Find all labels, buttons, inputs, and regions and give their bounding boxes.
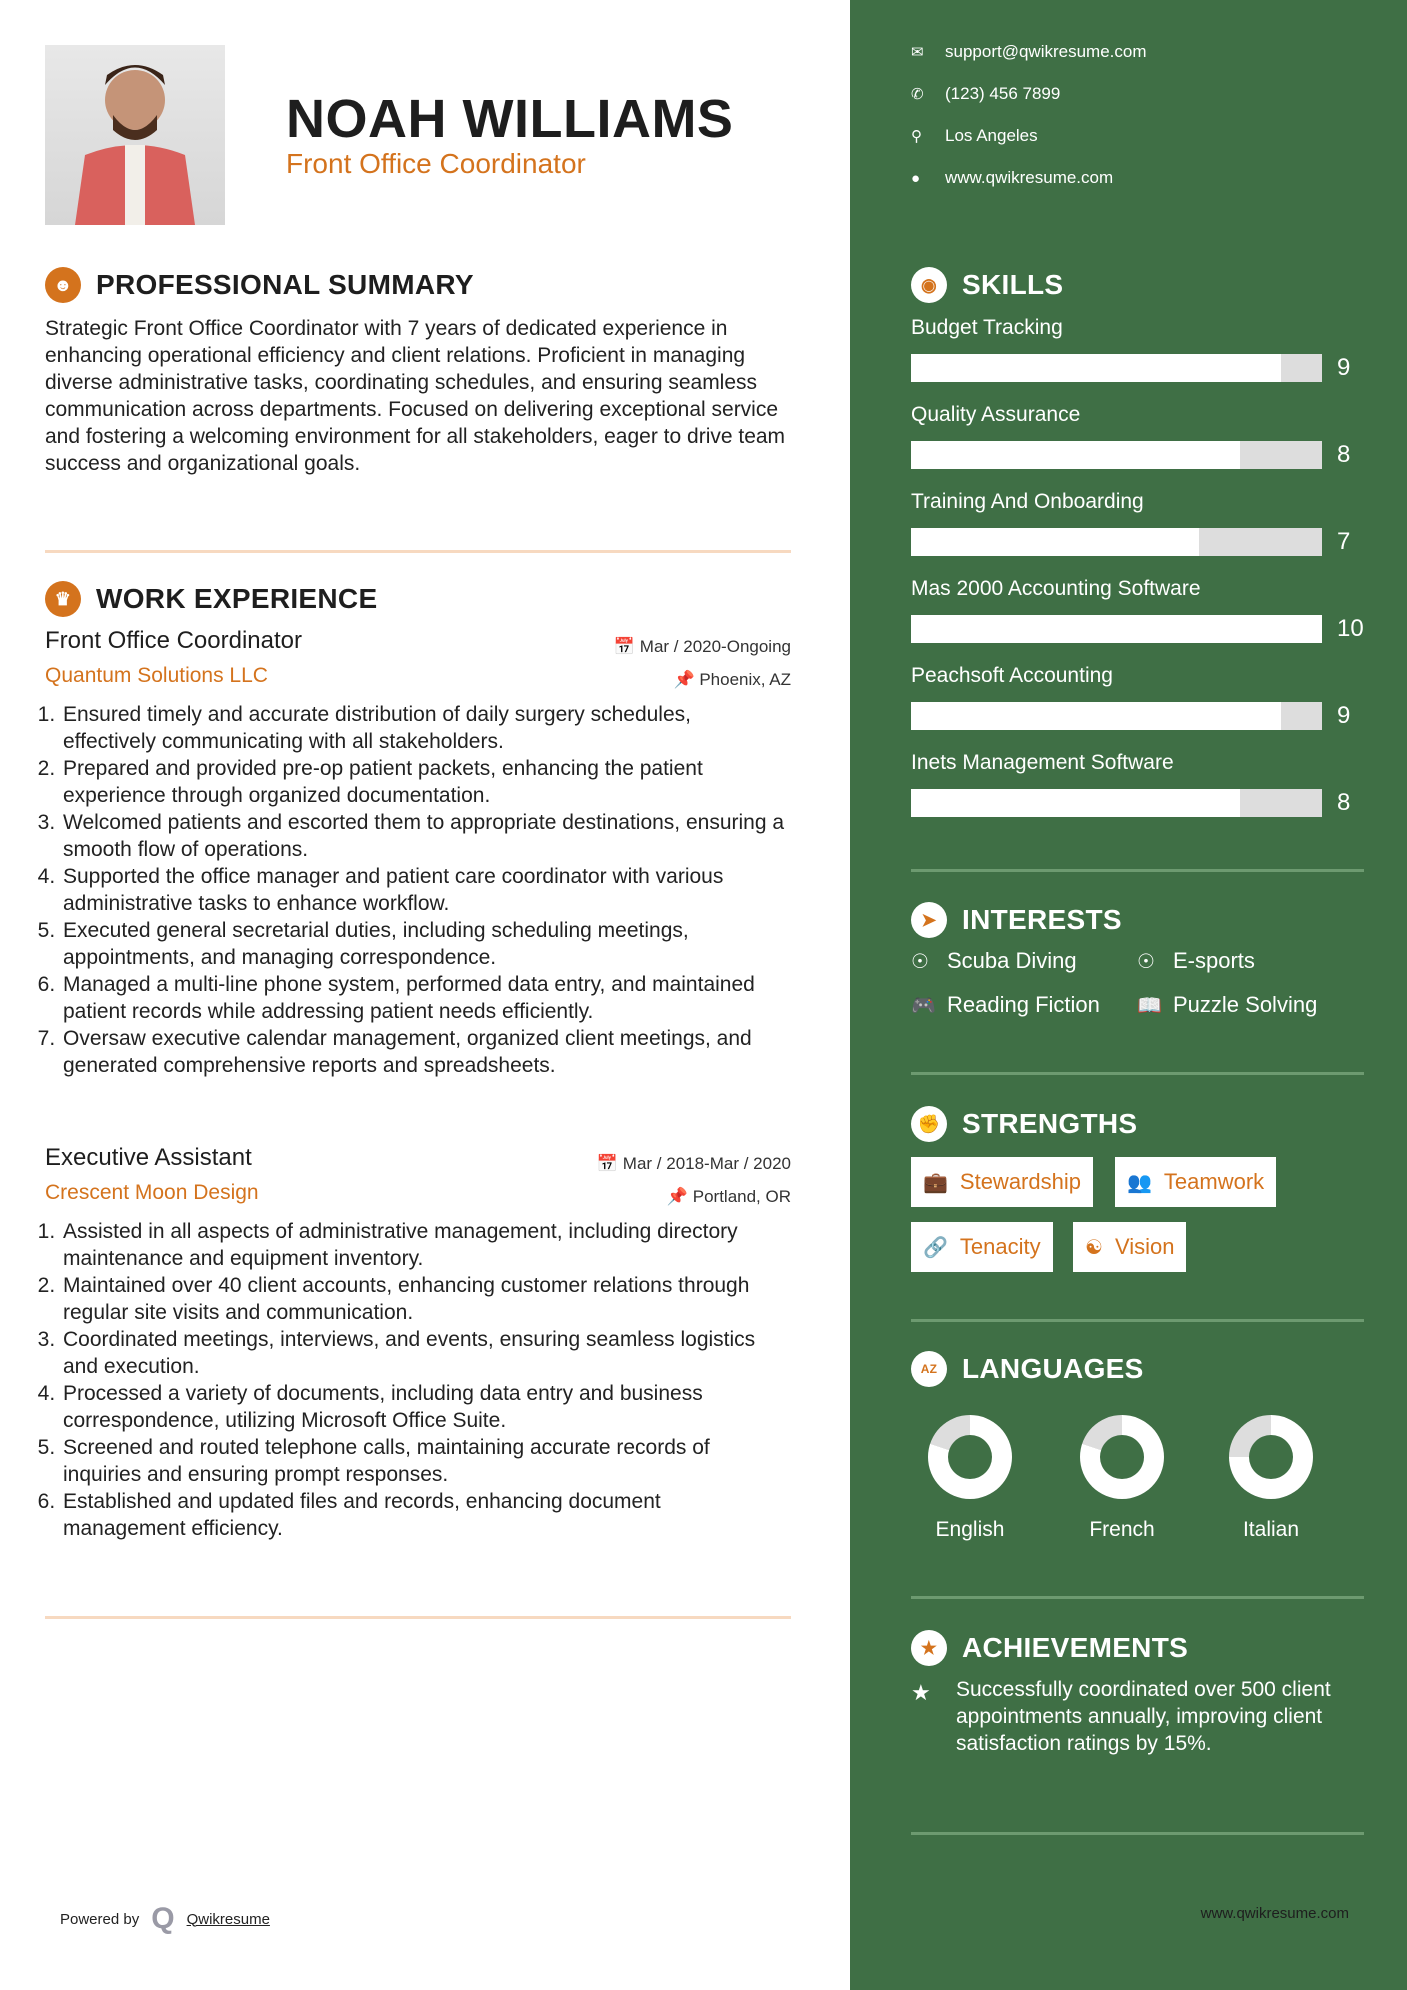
list-item: 1. Ensured timely and accurate distribution of daily surgery schedules, effectively communicating with all stakeholders. <box>61 701 789 755</box>
star-icon: ★ <box>911 1630 947 1666</box>
job-dates-text: Mar / 2018-Mar / 2020 <box>622 1154 791 1173</box>
users-icon: 👥 <box>1127 1171 1152 1194</box>
strength-label: Tenacity <box>959 1234 1041 1259</box>
pin-icon: 📌 <box>673 670 700 689</box>
job-title: Executive Assistant <box>45 1144 252 1171</box>
skill-bar-fill <box>911 528 1199 556</box>
strength-label: Stewardship <box>959 1169 1081 1194</box>
divider <box>45 1616 791 1619</box>
candidate-title: Front Office Coordinator <box>286 148 586 179</box>
skill-label: Mas 2000 Accounting Software <box>911 577 1201 600</box>
link-icon: 🔗 <box>923 1236 948 1259</box>
location-text: Los Angeles <box>945 126 1038 145</box>
achievement-star-icon: ★ <box>911 1680 931 1705</box>
skill-bar-fill <box>911 702 1281 730</box>
divider <box>911 869 1364 872</box>
achievement-text: Successfully coordinated over 500 client appointments annually, improving client satisfaction ratings by 15%. <box>956 1678 1331 1755</box>
experience-heading <box>45 581 377 617</box>
list-item: 2. Maintained over 40 client accounts, enhancing customer relations through regular site visits and communication. <box>61 1272 789 1326</box>
skill-label: Quality Assurance <box>911 403 1081 426</box>
paper-plane-icon: ➤ <box>911 902 947 938</box>
strengths-heading-text: STRENGTHS <box>962 1108 1138 1139</box>
job-location <box>673 670 791 690</box>
job-dates <box>614 637 791 657</box>
company-name: Quantum Solutions LLC <box>45 664 268 687</box>
list-item: 4. Supported the office manager and patient care coordinator with various administrative tasks to enhance workflow. <box>61 863 789 917</box>
achievements-heading-text: ACHIEVEMENTS <box>962 1632 1189 1663</box>
skill-bar <box>911 354 1322 382</box>
job-entry <box>45 1144 791 1542</box>
list-item: 6. Managed a multi-line phone system, performed data entry, and maintained patient records while addressing patient needs efficiently. <box>61 971 789 1025</box>
job-dates-text: Mar / 2020-Ongoing <box>639 637 791 656</box>
achievements-heading <box>911 1630 1188 1666</box>
skill-value: 10 <box>1337 615 1364 642</box>
skill-bar-fill <box>911 789 1240 817</box>
skill-label: Inets Management Software <box>911 751 1174 774</box>
lightbulb-icon: ◉ <box>911 267 947 303</box>
skill-value: 9 <box>1337 354 1351 381</box>
interest-label: E-sports <box>1173 948 1255 973</box>
skills-heading <box>911 267 1063 303</box>
briefcase-icon: 💼 <box>923 1171 948 1194</box>
strength-chip <box>911 1222 1053 1272</box>
divider <box>45 550 791 553</box>
interest-item <box>1137 992 1317 1018</box>
sidebar <box>850 0 1407 1990</box>
job-title: Front Office Coordinator <box>45 627 303 654</box>
list-item: 6. Established and updated files and records, enhancing document management efficiency. <box>61 1488 789 1542</box>
skill-bar-fill <box>911 354 1281 382</box>
job-dates <box>597 1154 791 1174</box>
book-icon: 📖 <box>1137 994 1162 1017</box>
job-bullets <box>43 1218 789 1542</box>
calendar-icon: 📅 <box>596 1154 623 1173</box>
list-item: 4. Processed a variety of documents, including data entry and business correspondence, utilizing Microsoft Office Suite. <box>61 1380 789 1434</box>
phone-text: (123) 456 7899 <box>945 84 1061 103</box>
profile-photo <box>45 45 225 225</box>
language-icon: AZ <box>911 1351 947 1387</box>
divider <box>911 1319 1364 1322</box>
language-donut <box>1080 1415 1164 1499</box>
list-item: 2. Prepared and provided pre-op patient packets, enhancing the patient experience through organized documentation. <box>61 755 789 809</box>
contact-phone <box>911 84 1060 104</box>
languages-heading-text: LANGUAGES <box>962 1353 1144 1384</box>
skill-bar-fill <box>911 615 1322 643</box>
list-item: 7. Oversaw executive calendar management, organized client meetings, and generated comprehensive reports and spreadsheets. <box>61 1025 789 1079</box>
globe-icon: ● <box>911 169 921 187</box>
chair-icon: ♛ <box>45 581 81 617</box>
experience-heading-text: WORK EXPERIENCE <box>96 583 378 614</box>
powered-by-text: Powered by <box>60 1910 140 1928</box>
skill-bar <box>911 441 1322 469</box>
job-entry <box>45 627 791 1079</box>
list-item: 5. Executed general secretarial duties, including scheduling meetings, appointments, and managing correspondence. <box>61 917 789 971</box>
job-location <box>667 1187 791 1207</box>
phone-icon: ✆ <box>911 86 924 103</box>
language-label: English <box>935 1518 1005 1541</box>
strength-chip <box>1073 1222 1186 1272</box>
skill-label: Peachsoft Accounting <box>911 664 1113 687</box>
interest-item <box>911 948 1077 974</box>
skill-bar <box>911 789 1322 817</box>
language-label: Italian <box>1242 1518 1300 1541</box>
skill-value: 8 <box>1337 789 1351 816</box>
binoculars-icon: ☯ <box>1085 1236 1103 1259</box>
strength-label: Vision <box>1114 1234 1175 1259</box>
life-ring-icon: ☉ <box>911 950 929 973</box>
strength-label: Teamwork <box>1163 1169 1265 1194</box>
list-item: 3. Welcomed patients and escorted them to appropriate destinations, ensuring a smooth flow of operations. <box>61 809 789 863</box>
languages-heading <box>911 1351 1144 1387</box>
divider <box>911 1072 1364 1075</box>
candidate-name: NOAH WILLIAMS <box>286 89 734 149</box>
skill-value: 9 <box>1337 702 1351 729</box>
interest-label: Scuba Diving <box>947 948 1077 973</box>
list-item: 1. Assisted in all aspects of administrative management, including directory maintenance and equipment inventory. <box>61 1218 789 1272</box>
fist-icon: ✊ <box>911 1106 947 1142</box>
strength-chip <box>1115 1157 1276 1207</box>
life-ring-icon: ☉ <box>1137 950 1155 973</box>
website-text: www.qwikresume.com <box>945 168 1114 187</box>
gamepad-icon: 🎮 <box>911 994 936 1017</box>
contact-location <box>911 126 1038 146</box>
contact-email <box>911 42 1147 62</box>
contact-website <box>911 168 1113 188</box>
job-location-text: Phoenix, AZ <box>699 670 791 689</box>
company-name: Crescent Moon Design <box>45 1181 259 1204</box>
footer-website: www.qwikresume.com <box>1200 1905 1349 1922</box>
skill-value: 8 <box>1337 441 1351 468</box>
qwikresume-logo-icon: Q <box>151 1902 175 1935</box>
pin-icon: 📌 <box>666 1187 693 1206</box>
strength-chip <box>911 1157 1093 1207</box>
divider <box>911 1596 1364 1599</box>
job-location-text: Portland, OR <box>692 1187 791 1206</box>
divider <box>911 1832 1364 1835</box>
summary-heading-text: PROFESSIONAL SUMMARY <box>96 269 474 300</box>
skill-label: Budget Tracking <box>911 316 1063 339</box>
summary-text: Strategic Front Office Coordinator with 7 years of dedicated experience in enhancing operational efficiency and client relations. Proficient in managing diverse administrative tasks, coordinating schedules, and ensuring seamless communication across departments. Focused on delivering exceptional service and fostering a welcoming environment for all stakeholders, eager to drive team success and organizational goals. <box>45 317 786 475</box>
interest-item <box>911 992 1100 1018</box>
interests-heading <box>911 902 1122 938</box>
job-bullets <box>43 701 789 1079</box>
interest-item <box>1137 948 1255 974</box>
strengths-heading <box>911 1106 1137 1142</box>
skill-bar <box>911 615 1322 643</box>
interests-heading-text: INTERESTS <box>962 904 1122 935</box>
skill-label: Training And Onboarding <box>911 490 1144 513</box>
map-marker-icon: ⚲ <box>911 128 922 145</box>
calendar-icon: 📅 <box>613 637 640 656</box>
list-item: 5. Screened and routed telephone calls, maintaining accurate records of inquiries and ensuring prompt responses. <box>61 1434 789 1488</box>
skills-heading-text: SKILLS <box>962 269 1064 300</box>
language-donut <box>928 1415 1012 1499</box>
envelope-icon: ✉ <box>911 44 924 61</box>
user-icon: ☻ <box>45 267 81 303</box>
interest-label: Reading Fiction <box>947 992 1100 1017</box>
summary-heading <box>45 267 474 303</box>
footer-powered-by <box>60 1902 270 1936</box>
language-donut <box>1229 1415 1313 1499</box>
list-item: 3. Coordinated meetings, interviews, and events, ensuring seamless logistics and execution. <box>61 1326 789 1380</box>
interest-label: Puzzle Solving <box>1173 992 1318 1017</box>
language-label: French <box>1089 1518 1155 1541</box>
email-text: support@qwikresume.com <box>945 42 1147 61</box>
skill-bar <box>911 702 1322 730</box>
qwikresume-link[interactable]: Qwikresume <box>186 1910 270 1928</box>
skill-bar-fill <box>911 441 1240 469</box>
skill-bar <box>911 528 1322 556</box>
skill-value: 7 <box>1337 528 1351 555</box>
